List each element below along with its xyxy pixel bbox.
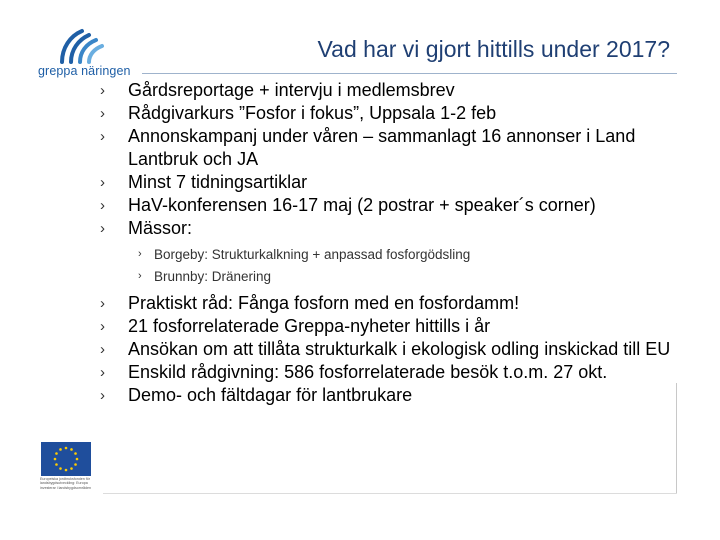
eu-star bbox=[54, 458, 57, 461]
bullet-marker: › bbox=[100, 220, 105, 237]
bullet-marker: › bbox=[100, 364, 105, 381]
bullet-marker: › bbox=[100, 128, 105, 145]
item-text: Ansökan om att tillåta strukturkalk i ekologisk odling inskickad till EU bbox=[128, 339, 671, 359]
list-item bbox=[100, 125, 680, 171]
eu-star bbox=[65, 469, 68, 472]
sub-item-text: Borgeby: Strukturkalkning + anpassad fosforgödsling bbox=[154, 247, 471, 262]
eu-star bbox=[55, 452, 58, 455]
item-text: Demo- och fältdagar för lantbrukare bbox=[128, 385, 413, 405]
list-item bbox=[100, 194, 680, 217]
list-item bbox=[100, 171, 680, 194]
list-item bbox=[100, 315, 680, 338]
list-item bbox=[100, 292, 680, 315]
title-divider bbox=[142, 73, 677, 74]
eu-star bbox=[59, 467, 62, 470]
item-text: Enskild rådgivning: 586 fosforrelaterade besök t.o.m. 27 okt. bbox=[128, 362, 608, 382]
eu-star bbox=[70, 467, 73, 470]
eu-flag-icon bbox=[41, 442, 91, 476]
item-text: Mässor: bbox=[128, 218, 193, 238]
bullet-marker: › bbox=[100, 197, 105, 214]
bullet-list bbox=[100, 79, 680, 407]
sub-list-item bbox=[100, 266, 680, 288]
bullet-marker: › bbox=[100, 174, 105, 191]
greppa-logo bbox=[36, 28, 136, 80]
eu-star bbox=[74, 463, 77, 466]
logo-text: greppa näringen bbox=[38, 64, 131, 78]
eu-star bbox=[55, 463, 58, 466]
eu-star bbox=[70, 448, 73, 451]
eu-star bbox=[76, 458, 79, 461]
list-item bbox=[100, 79, 680, 102]
item-text: 21 fosforrelaterade Greppa-nyheter hittills i år bbox=[128, 316, 491, 336]
item-text: Annonskampanj under våren – sammanlagt 16 annonser i Land Lantbruk och JA bbox=[128, 126, 636, 169]
bullet-marker: › bbox=[100, 295, 105, 312]
bullet-marker: › bbox=[100, 387, 105, 404]
item-text: HaV-konferensen 16-17 maj (2 postrar + speaker´s corner) bbox=[128, 195, 596, 215]
list-item bbox=[100, 217, 680, 240]
frame-line-horizontal bbox=[103, 493, 677, 494]
sub-bullet-marker: › bbox=[138, 269, 142, 282]
page-title: Vad har vi gjort hittills under 2017? bbox=[317, 36, 670, 62]
eu-star bbox=[65, 447, 68, 450]
bullet-marker: › bbox=[100, 318, 105, 335]
sub-bullet-marker: › bbox=[138, 248, 142, 260]
sub-list-item bbox=[100, 244, 680, 266]
item-text: Gårdsreportage + intervju i medlemsbrev bbox=[128, 80, 455, 100]
bullet-marker: › bbox=[100, 82, 105, 99]
list-item bbox=[100, 102, 680, 125]
bullet-marker: › bbox=[100, 341, 105, 358]
sub-item-text: Brunnby: Dränering bbox=[154, 268, 272, 284]
item-text: Praktiskt råd: Fånga fosforn med en fosfordamm! bbox=[128, 293, 520, 313]
eu-caption: Europeiska jordbruksfonden för landsbygdsutveckling: Europa investerar i landsbygdsområden bbox=[40, 477, 91, 490]
list-item bbox=[100, 338, 680, 361]
list-item bbox=[100, 384, 680, 407]
greppa-logo-icon bbox=[58, 28, 106, 64]
frame-line-vertical bbox=[676, 383, 677, 493]
eu-star bbox=[74, 452, 77, 455]
list-item bbox=[100, 361, 680, 384]
item-text: Minst 7 tidningsartiklar bbox=[128, 172, 308, 192]
item-text: Rådgivarkurs ”Fosfor i fokus”, Uppsala 1-2 feb bbox=[128, 103, 497, 123]
eu-star bbox=[59, 448, 62, 451]
bullet-marker: › bbox=[100, 105, 105, 122]
